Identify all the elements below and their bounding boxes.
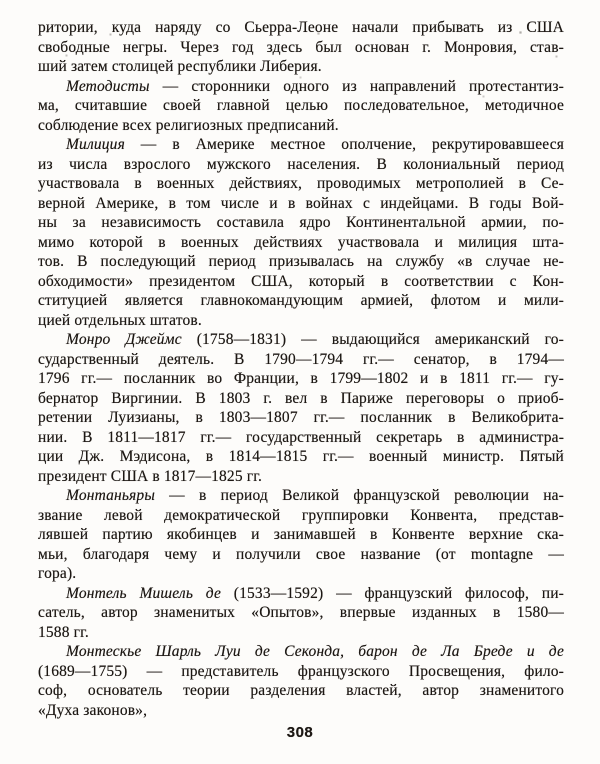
text-line: лявшей партию якобинцев и занимавшей в Конвенте верхние ска-: [38, 526, 564, 543]
entry-term: Монтель Мишель де: [66, 584, 222, 602]
text-line: ший затем столицей республики Либерия.: [38, 58, 322, 75]
text-line: цией отдельных штатов.: [38, 311, 202, 329]
text-line: «Духа законов»,: [38, 701, 148, 719]
text-line: Методисты — сторонники одного из направлений протестантиз-: [66, 77, 564, 95]
text-line: обходимости» президентом США, который в соответствии с Кон-: [38, 272, 564, 290]
text-line: соблюдение всех религиозных предписаний.: [38, 116, 339, 134]
text-line: ма, считавшие своей главной целью последовательное, методичное: [38, 97, 564, 114]
entry-paragraph: [38, 18, 564, 77]
text-line: Милиция — в Америке местное ополчение, рекрутировавшееся: [66, 136, 564, 153]
scan-noise-dots: [0, 0, 1, 1]
text-line: бернатор Виргинии. В 1803 г. вел в Париже переговоры о приоб-: [38, 389, 564, 407]
entry-term: Милиция: [66, 136, 125, 153]
text-line: участвовала в военных действиях, проводимых метрополией в Се-: [38, 175, 564, 192]
text-line: тов. В последующий период призывалась на службу «в случае не-: [38, 253, 564, 270]
text-line: ритории, куда наряду со Сьерра-Леоне начали прибывать из США: [38, 19, 564, 36]
entry-term: Монтаньяры: [66, 487, 155, 504]
text-line: Монро Джеймс (1758—1831) — выдающийся американский го-: [66, 331, 564, 348]
text-line: президент США в 1817—1825 гг.: [38, 467, 263, 485]
text-line: сударственный деятель. В 1790—1794 гг.— сенатор, в 1794—: [38, 350, 564, 368]
text-line: ретении Луизианы, в 1803—1807 гг.— посланник в Великобрита-: [38, 409, 564, 426]
entry-term: Монтескье Шарль Луи де Секонда, барон де Ла Бреде и де: [66, 643, 564, 660]
text-line: соф, основатель теории разделения властей, автор знаменитого: [38, 682, 564, 699]
text-line: ции Дж. Мэдисона, в 1814—1815 гг.— военный министр. Пятый: [38, 448, 564, 465]
text-line: свободные негры. Через год здесь был основан г. Монровия, став-: [38, 38, 564, 56]
text-line: [38, 642, 564, 662]
entry-paragraph: [38, 330, 564, 486]
text-line: мьи, благодаря чему и получили свое название (от montagne —: [38, 545, 564, 563]
text-line: (1689—1755) — представитель французского Просвещения, фило-: [38, 662, 564, 680]
text-line: гора).: [38, 565, 77, 582]
page-number: 308: [286, 724, 314, 741]
page-text: [38, 18, 564, 720]
entry-paragraph: [38, 77, 564, 136]
text-line: из числа взрослого мужского населения. В колониальный период: [38, 155, 564, 173]
text-line: мимо которой в военных действиях участвовала и милиция шта-: [38, 233, 564, 251]
entry-term: Монро Джеймс: [66, 331, 182, 348]
text-line: верной Америке, в том числе и в войнах с индейцами. В годы Вой-: [38, 194, 564, 212]
entry-paragraph: [38, 642, 564, 720]
entry-term: Методисты: [66, 77, 150, 95]
entry-paragraph: [38, 486, 564, 584]
entry-paragraph: [38, 135, 564, 330]
text-line: Монтель Мишель де (1533—1592) — французский философ, пи-: [66, 584, 564, 602]
text-line: нии. В 1811—1817 гг.— государственный секретарь в администра-: [38, 428, 564, 446]
text-line: ны за независимость составила ядро Континентальной армии, по-: [38, 214, 564, 231]
text-line: Монтаньяры — в период Великой французской революции на-: [66, 487, 564, 504]
text-line: сатель, автор знаменитых «Опытов», впервые изданных в 1580—: [38, 604, 564, 621]
text-line: звание левой демократической группировки Конвента, представ-: [38, 506, 564, 524]
text-line: ституцией является главнокомандующим армией, флотом и мили-: [38, 292, 564, 309]
text-line: 1796 гг.— посланник во Франции, в 1799—1802 и в 1811 гг.— гу-: [38, 370, 564, 387]
text-line: 1588 гг.: [38, 623, 89, 641]
entry-paragraph: [38, 584, 564, 643]
